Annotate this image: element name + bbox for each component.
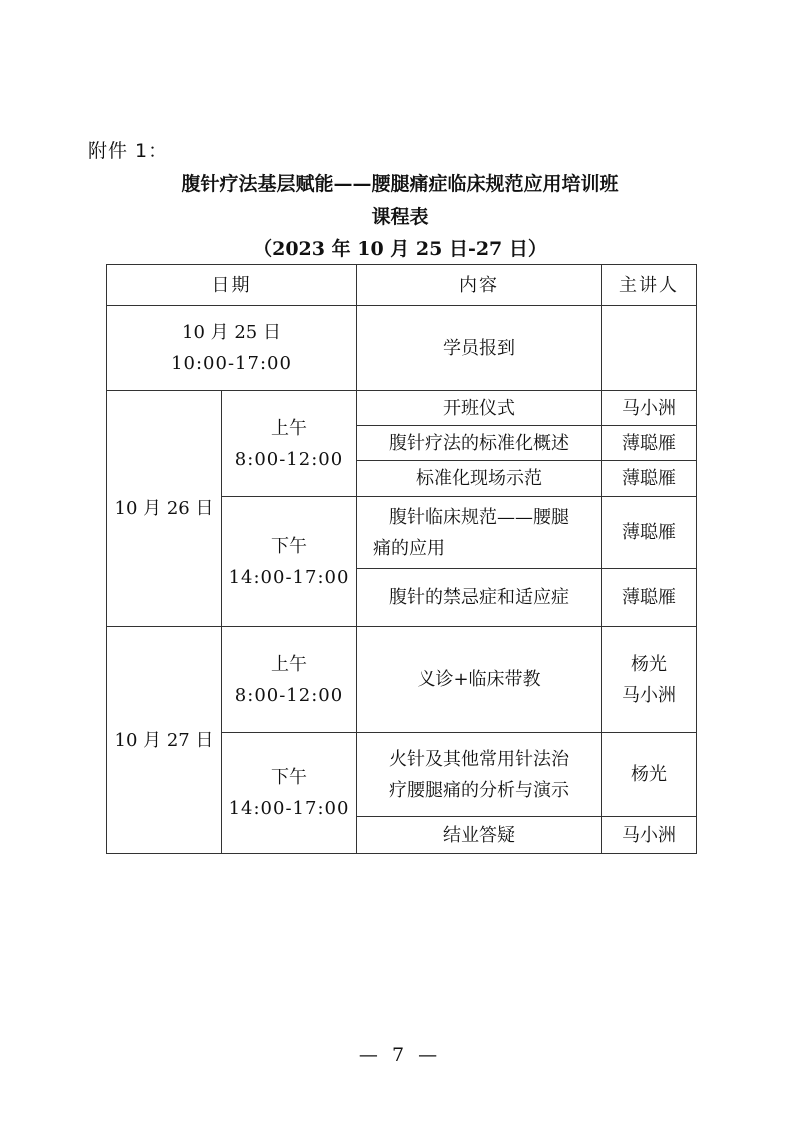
session-content-cell xyxy=(357,497,602,569)
session-content: 结业答疑 xyxy=(357,817,602,854)
registration-date-cell xyxy=(107,306,357,391)
day26-am-label: 上午 xyxy=(271,417,307,439)
document-subtitle: 课程表 xyxy=(371,206,429,228)
day27-pm-time: 14:00-17:00 xyxy=(228,798,350,819)
table-row xyxy=(107,627,697,733)
session-speaker-cell xyxy=(602,627,697,733)
session-speaker: 薄聪雁 xyxy=(602,497,697,569)
session-speaker: 薄聪雁 xyxy=(602,426,697,461)
day27-am-cell xyxy=(222,627,357,733)
table-row xyxy=(107,306,697,391)
day27-date: 10 月 27 日 xyxy=(107,627,222,854)
schedule-table xyxy=(106,264,697,854)
session-speaker-line: 杨光 xyxy=(631,653,667,675)
day27-am-label: 上午 xyxy=(271,653,307,675)
session-content: 义诊+临床带教 xyxy=(357,627,602,733)
page-number: — 7 — xyxy=(358,1044,442,1066)
document-title: 腹针疗法基层赋能——腰腿痛症临床规范应用培训班 xyxy=(181,173,619,195)
session-content-line: 腹针临床规范——腰腿 xyxy=(389,506,569,528)
table-row xyxy=(107,391,697,426)
session-content: 开班仪式 xyxy=(357,391,602,426)
session-content: 腹针的禁忌症和适应症 xyxy=(357,569,602,627)
day26-pm-time: 14:00-17:00 xyxy=(228,566,350,588)
header-date: 日期 xyxy=(107,265,357,306)
day27-pm-label: 下午 xyxy=(271,767,307,788)
registration-content: 学员报到 xyxy=(357,306,602,391)
session-content-line: 疗腰腿痛的分析与演示 xyxy=(389,779,569,801)
session-content: 标准化现场示范 xyxy=(357,461,602,497)
registration-date: 10 月 25 日 xyxy=(182,322,281,343)
header-speaker: 主讲人 xyxy=(602,265,697,306)
session-speaker: 薄聪雁 xyxy=(602,569,697,627)
session-content-cell xyxy=(357,733,602,817)
session-content-line: 痛的应用 xyxy=(373,537,445,559)
header-content: 内容 xyxy=(357,265,602,306)
session-speaker: 马小洲 xyxy=(602,391,697,426)
day26-date: 10 月 26 日 xyxy=(107,391,222,627)
day26-am-cell xyxy=(222,391,357,497)
session-speaker: 马小洲 xyxy=(602,817,697,854)
session-content-line: 火针及其他常用针法治 xyxy=(389,748,569,770)
session-speaker: 杨光 xyxy=(602,733,697,817)
day26-am-time: 8:00-12:00 xyxy=(234,448,344,470)
day26-pm-cell xyxy=(222,497,357,627)
day27-pm-cell xyxy=(222,733,357,854)
day27-am-time: 8:00-12:00 xyxy=(234,684,344,706)
attachment-label: 附件 1： xyxy=(88,140,169,162)
session-speaker: 薄聪雁 xyxy=(602,461,697,497)
day26-pm-label: 下午 xyxy=(271,535,307,557)
registration-time: 10:00-17:00 xyxy=(171,353,292,374)
table-header-row xyxy=(107,265,697,306)
registration-speaker xyxy=(602,306,697,391)
session-speaker-line: 马小洲 xyxy=(622,684,676,706)
date-range: （2023 年 10 月 25 日-27 日） xyxy=(253,238,547,260)
session-content: 腹针疗法的标准化概述 xyxy=(357,426,602,461)
